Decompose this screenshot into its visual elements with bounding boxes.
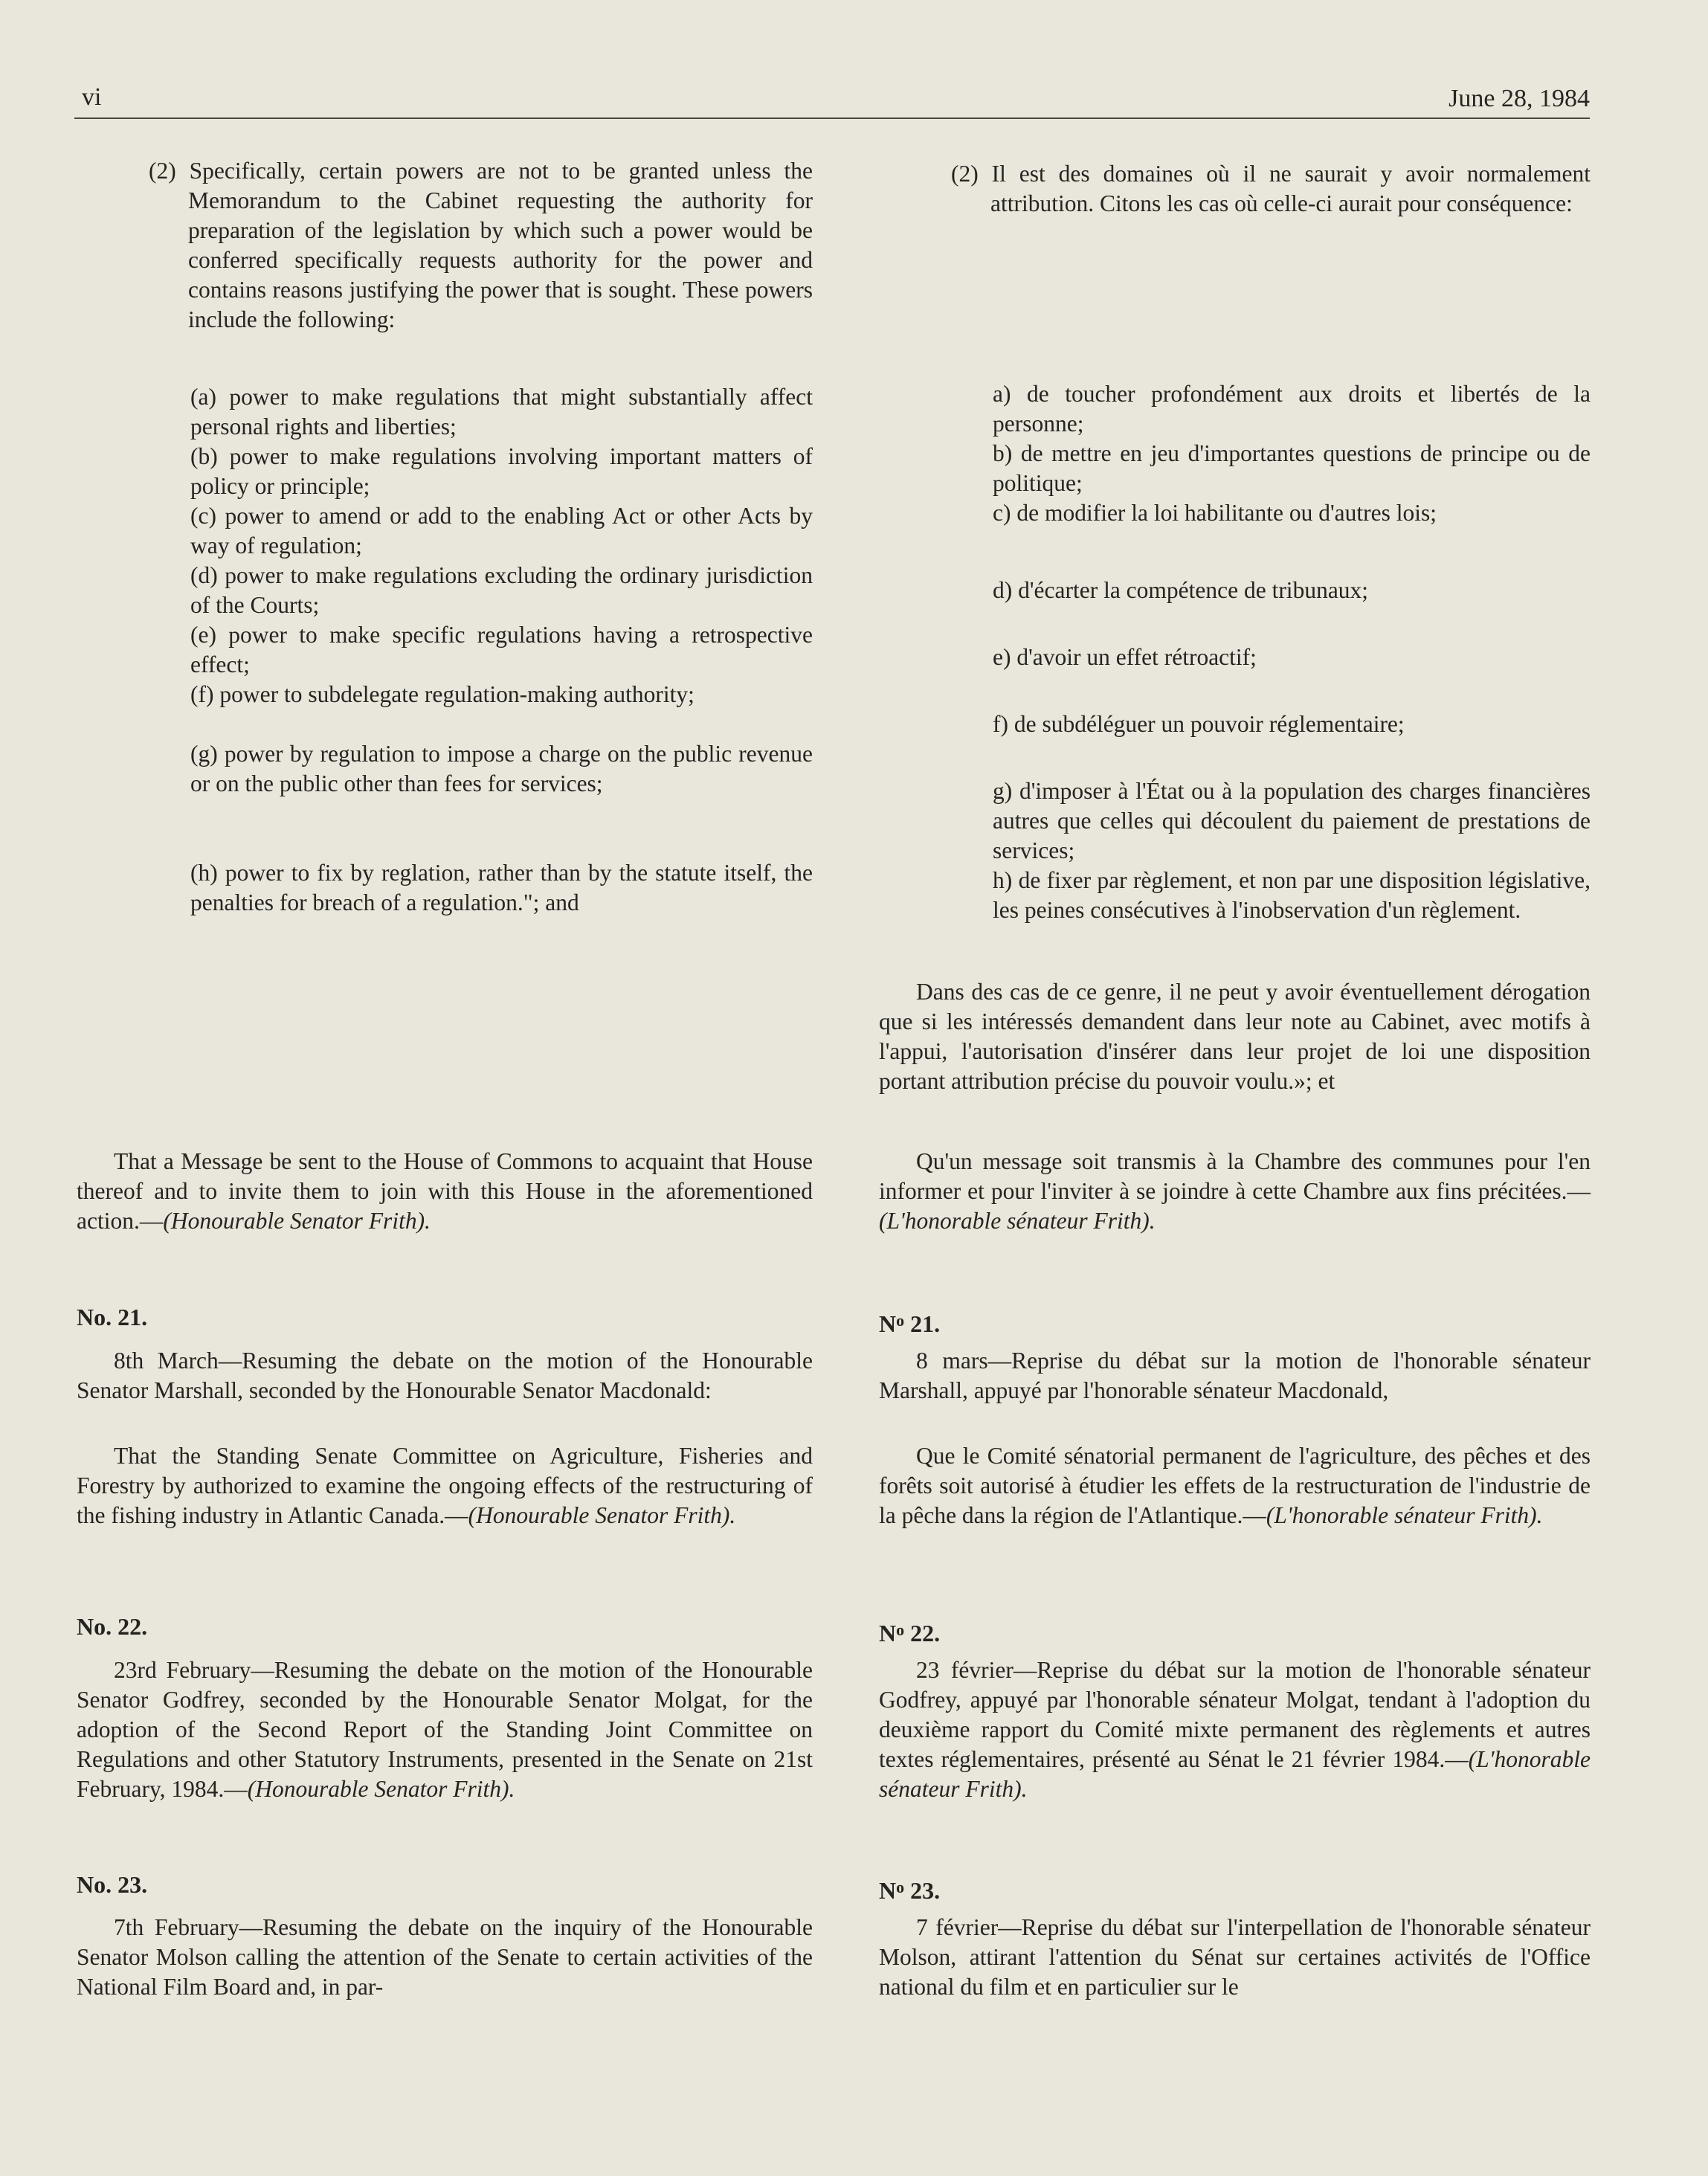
en-heading-no22: No. 22. — [77, 1613, 148, 1640]
en-message-paragraph — [77, 1147, 813, 1236]
en-no22-body: 23rd February—Resuming the debate on the motion of the Honourable Senator Godfrey, seconded by the Honourable Senator Molgat, for the adoption of the Second Report of the Standing Joint Committee on Regulations and other Statutory Instruments, presented in the Senate on 21st February, 1984.— — [77, 1657, 813, 1802]
fr-item-b: b) de mettre en jeu d'importantes questions de principe ou de politique; — [993, 440, 1591, 496]
fr-no21-motion — [879, 1441, 1591, 1530]
en-no21-attribution: (Honourable Senator Frith). — [468, 1502, 736, 1528]
en-item-g: (g) power by regulation to impose a charge on the public revenue or on the public other than fees for services; — [190, 741, 813, 796]
fr-no22-body: 23 février—Reprise du débat sur la motion de l'honorable sénateur Godfrey, appuyé par l'honorable sénateur Molgat, tendant à l'adoption du deuxième rapport du Comité mixte permanent des règlements et autres textes réglementaires, présenté au Sénat le 21 février 1984.— — [879, 1657, 1591, 1772]
fr-heading-no21: $N^o$ 21. — [879, 1310, 941, 1337]
fr-item-f: f) de subdéléguer un pouvoir réglementaire; — [993, 711, 1405, 737]
fr-no21-text: 8 mars—Reprise du débat sur la motion de l'honorable sénateur Marshall, appuyé par l'honorable sénateur Macdonald, — [879, 1348, 1591, 1403]
fr-message-paragraph — [879, 1147, 1591, 1236]
fr-message-text: Qu'un message soit transmis à la Chambre des communes pour l'en informer et pour l'inviter à se joindre à cette Chambre aux fins précitées.— — [879, 1148, 1591, 1204]
fr-item-a: a) de toucher profondément aux droits et libertés de la personne; — [993, 381, 1591, 437]
fr-no22-attribution: (L'honorable sénateur Frith). — [879, 1746, 1591, 1802]
fr-item-g: g) d'imposer à l'État ou à la population des charges financières autres que celles qui découlent du paiement de prestations de services; — [993, 778, 1591, 863]
en-item-b: (b) power to make regulations involving important matters of policy or principle; — [190, 443, 813, 499]
fr-item-c: c) de modifier la loi habilitante ou d'autres lois; — [993, 500, 1437, 526]
en-no22-text — [77, 1655, 813, 1804]
en-message-text: That a Message be sent to the House of Commons to acquaint that House thereof and to invite them to join with this House in the aforementioned action.— — [77, 1148, 813, 1234]
en-item-f: (f) power to subdelegate regulation-making authority; — [190, 681, 695, 707]
fr-no23-text: 7 février—Reprise du débat sur l'interpellation de l'honorable sénateur Molson, attirant l'attention du Sénat sur certaines activités de l'Office national du film et en particulier sur le — [879, 1914, 1591, 2000]
en-item-d: (d) power to make regulations excluding the ordinary jurisdiction of the Courts; — [190, 562, 813, 618]
en-no23-text: 7th February—Resuming the debate on the inquiry of the Honourable Senator Molson calling the attention of the Senate to certain activities of the National Film Board and, in par- — [77, 1914, 813, 2000]
fr-no21-attribution: (L'honorable sénateur Frith). — [1266, 1502, 1543, 1528]
page-number: vi — [82, 83, 102, 111]
en-item-a: (a) power to make regulations that might substantially affect personal rights and liberties; — [190, 384, 813, 440]
en-heading-no23: No. 23. — [77, 1871, 148, 1898]
en-message-attribution: (Honourable Senator Frith). — [163, 1208, 431, 1234]
fr-heading-no22: $N^o$ 22. — [879, 1620, 941, 1647]
en-no21-text: 8th March—Resuming the debate on the motion of the Honourable Senator Marshall, seconded by the Honourable Senator Macdonald: — [77, 1348, 813, 1403]
fr-derogation-paragraph: Dans des cas de ce genre, il ne peut y avoir éventuellement dérogation que si les intéressés demandent dans leur note au Cabinet, avec motifs à l'appui, l'autorisation d'insérer dans leur projet de loi une disposition portant attribution précise du pouvoir voulu.»; et — [879, 979, 1591, 1094]
en-item-c: (c) power to amend or add to the enabling Act or other Acts by way of regulation; — [190, 503, 813, 559]
en-item-e: (e) power to make specific regulations having a retrospective effect; — [190, 622, 813, 677]
en-no21-motion-text: That the Standing Senate Committee on Agriculture, Fisheries and Forestry by authorized to examine the ongoing effects of the restructuring of the fishing industry in Atlantic Canada.— — [77, 1443, 813, 1528]
en-no21-motion — [77, 1441, 813, 1530]
fr-item-e: e) d'avoir un effet rétroactif; — [993, 644, 1257, 670]
fr-message-attribution: (L'honorable sénateur Frith). — [879, 1208, 1156, 1234]
en-heading-no21: No. 21. — [77, 1304, 148, 1330]
header-date: June 28, 1984 — [1448, 85, 1590, 112]
page-header — [74, 80, 1590, 119]
fr-paragraph-2: (2) Il est des domaines où il ne saurait y avoir normalement attribution. Citons les cas où celle-ci aurait pour conséquence: — [951, 161, 1591, 216]
fr-no21-motion-text: Que le Comité sénatorial permanent de l'agriculture, des pêches et des forêts soit autorisé à étudier les effets de la restructuration de l'industrie de la pêche dans la région de l'Atlantique.— — [879, 1443, 1591, 1528]
en-item-h: (h) power to fix by reglation, rather than by the statute itself, the penalties for breach of a regulation."; and — [190, 860, 813, 915]
fr-heading-no23: $N^o$ 23. — [879, 1877, 941, 1904]
fr-item-h: h) de fixer par règlement, et non par une disposition législative, les peines consécutives à l'inobservation d'un règlement. — [993, 867, 1591, 923]
en-no22-attribution: (Honourable Senator Frith). — [247, 1776, 515, 1802]
en-paragraph-2: (2) Specifically, certain powers are not to be granted unless the Memorandum to the Cabinet requesting the authority for preparation of the legislation by which such a power would be conferred specifically requests authority for the power and contains reasons justifying the power that is sought. These powers include the following: — [149, 158, 813, 332]
fr-item-d: d) d'écarter la compétence de tribunaux; — [993, 577, 1369, 603]
fr-no22-text — [879, 1655, 1591, 1804]
